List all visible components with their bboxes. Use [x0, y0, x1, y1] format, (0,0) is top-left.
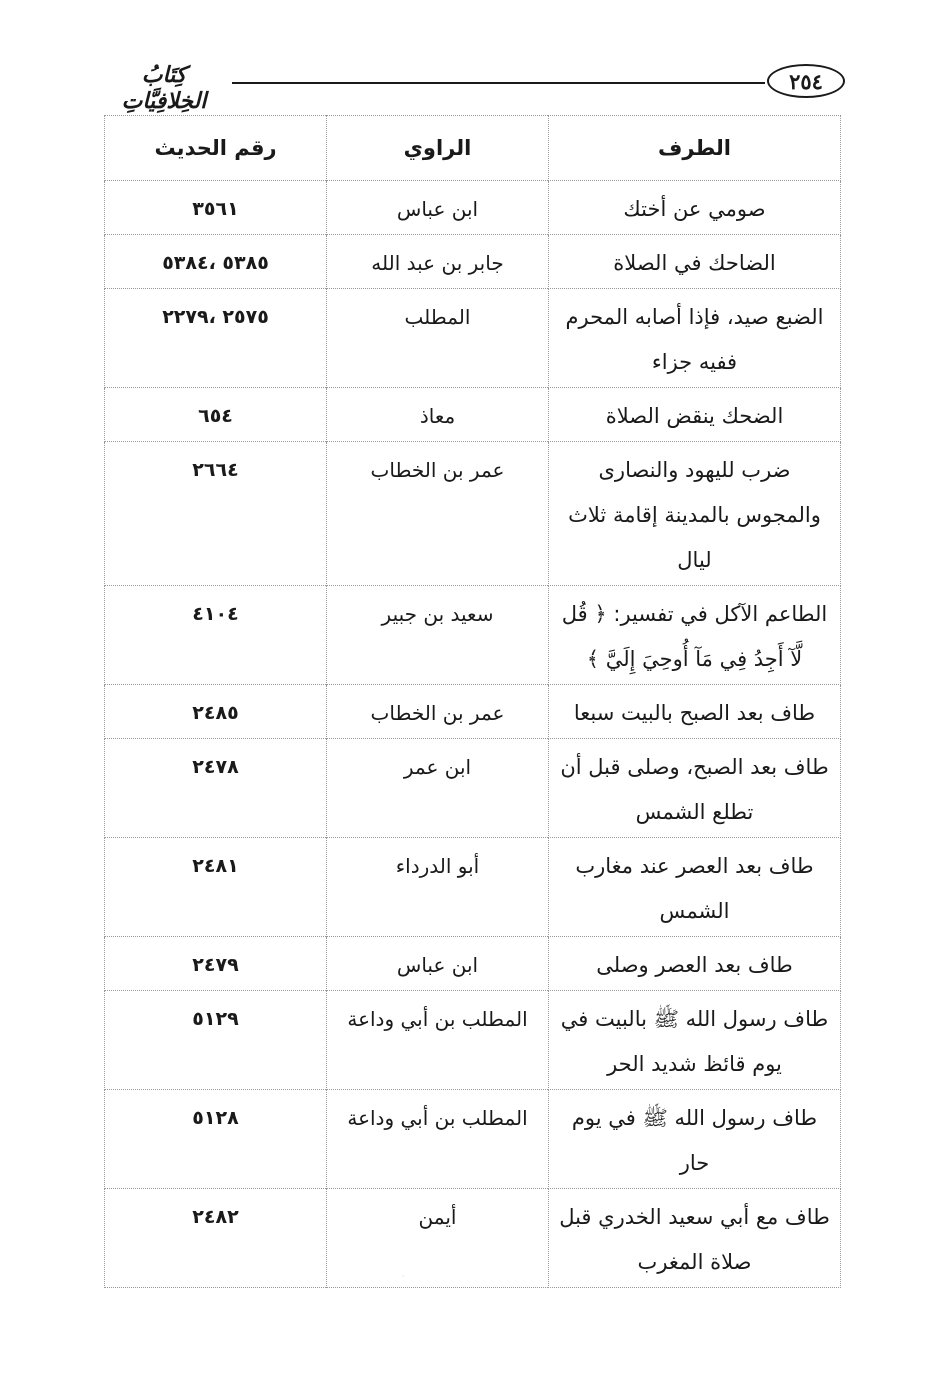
cell-rawi: ابن عمر [327, 739, 549, 838]
table-row [105, 739, 841, 838]
cell-rawi: معاذ [327, 388, 549, 442]
page-header [100, 62, 845, 114]
cell-hadith-number: ٢٤٧٩ [105, 937, 327, 991]
cell-rawi: ابن عباس [327, 937, 549, 991]
hadith-index-table-wrapper [104, 115, 841, 1288]
cell-rawi: جابر بن عبد الله [327, 235, 549, 289]
cell-rawi: عمر بن الخطاب [327, 442, 549, 586]
page-number: ٢٥٤ [767, 64, 845, 98]
table-header-row [105, 116, 841, 181]
cell-taraf: طاف بعد الصبح، وصلى قبل أن تطلع الشمس [549, 739, 841, 838]
cell-hadith-number: ٢٤٨٢ [105, 1189, 327, 1288]
cell-hadith-number: ٢٦٦٤ [105, 442, 327, 586]
cell-taraf: طاف رسول الله ﷺ بالبيت في يوم قائظ شديد الحر [549, 991, 841, 1090]
cell-taraf: ضرب لليهود والنصارى والمجوس بالمدينة إقامة ثلاث ليال [549, 442, 841, 586]
cell-rawi: أيمن [327, 1189, 549, 1288]
table-row [105, 388, 841, 442]
cell-hadith-number: ٣٥٦١ [105, 181, 327, 235]
cell-hadith-number: ٢٥٧٥ ،٢٢٧٩ [105, 289, 327, 388]
cell-rawi: عمر بن الخطاب [327, 685, 549, 739]
cell-taraf: طاف مع أبي سعيد الخدري قبل صلاة المغرب [549, 1189, 841, 1288]
column-header-hadith-number: رقم الحديث [105, 116, 327, 181]
table-row [105, 991, 841, 1090]
cell-hadith-number: ٥٣٨٥ ،٥٣٨٤ [105, 235, 327, 289]
cell-hadith-number: ٢٤٨٥ [105, 685, 327, 739]
column-header-rawi: الراوي [327, 116, 549, 181]
cell-rawi: المطلب [327, 289, 549, 388]
table-row [105, 586, 841, 685]
cell-hadith-number: ٥١٢٨ [105, 1090, 327, 1189]
cell-taraf: الضحك ينقض الصلاة [549, 388, 841, 442]
cell-rawi: سعيد بن جبير [327, 586, 549, 685]
table-row [105, 1189, 841, 1288]
table-row [105, 235, 841, 289]
cell-taraf: طاف بعد العصر وصلى [549, 937, 841, 991]
table-row [105, 1090, 841, 1189]
cell-taraf: طاف رسول الله ﷺ في يوم حار [549, 1090, 841, 1189]
table-body [105, 181, 841, 1288]
cell-rawi: أبو الدرداء [327, 838, 549, 937]
cell-taraf: طاف بعد الصبح بالبيت سبعا [549, 685, 841, 739]
cell-hadith-number: ٢٤٨١ [105, 838, 327, 937]
table-row [105, 289, 841, 388]
hadith-index-table [104, 115, 841, 1288]
table-row [105, 181, 841, 235]
cell-taraf: صومي عن أختك [549, 181, 841, 235]
book-title: كِتَابُ الخِلافِيَّاتِ [121, 62, 207, 114]
cell-hadith-number: ٦٥٤ [105, 388, 327, 442]
table-row [105, 442, 841, 586]
cell-hadith-number: ٥١٢٩ [105, 991, 327, 1090]
cell-hadith-number: ٢٤٧٨ [105, 739, 327, 838]
table-row [105, 838, 841, 937]
cell-rawi: المطلب بن أبي وداعة [327, 991, 549, 1090]
cell-rawi: المطلب بن أبي وداعة [327, 1090, 549, 1189]
cell-rawi: ابن عباس [327, 181, 549, 235]
cell-taraf: طاف بعد العصر عند مغارب الشمس [549, 838, 841, 937]
cell-hadith-number: ٤١٠٤ [105, 586, 327, 685]
table-row [105, 685, 841, 739]
scan-mark: · [402, 1272, 405, 1281]
column-header-taraf: الطرف [549, 116, 841, 181]
header-rule [232, 82, 765, 84]
cell-taraf: الضاحك في الصلاة [549, 235, 841, 289]
cell-taraf: الضبع صيد، فإذا أصابه المحرم ففيه جزاء [549, 289, 841, 388]
table-row [105, 937, 841, 991]
cell-taraf: الطاعم الآكل في تفسير: ﴿ قُل لَّآ أَجِدُ فِي مَآ أُوحِيَ إِلَيَّ ﴾ [549, 586, 841, 685]
